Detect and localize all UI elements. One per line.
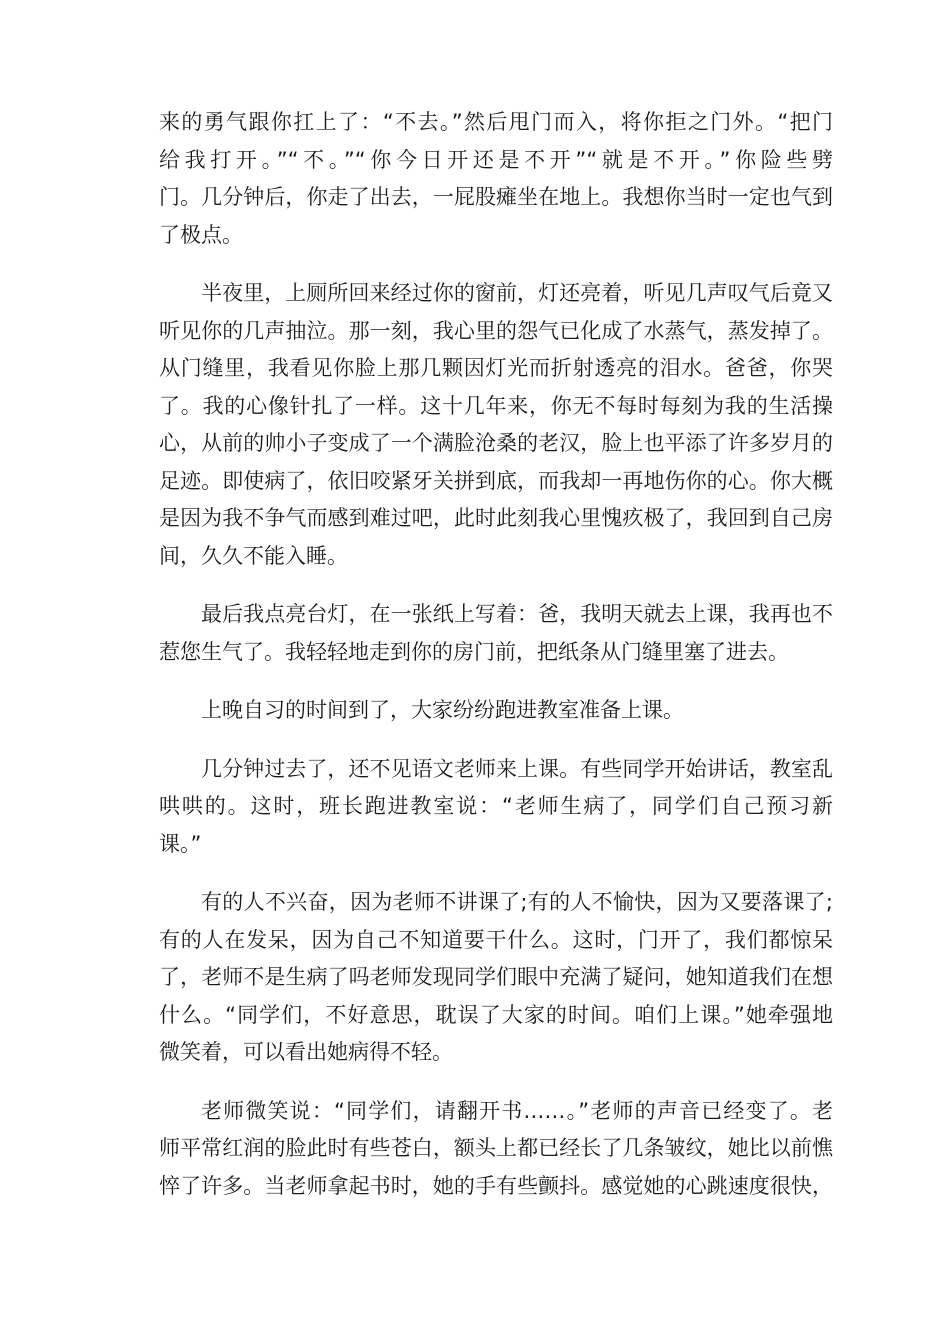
text-line: 师平常红润的脸此时有些苍白，额头上都已经长了几条皱纹，她比以前憔 xyxy=(159,1136,833,1160)
paragraph-5 xyxy=(117,751,833,864)
text-line: 有的人不兴奋，因为老师不讲课了;有的人不愉快，因为又要落课了; xyxy=(201,890,833,914)
paragraph-4 xyxy=(117,692,833,730)
text-line: 几分钟过去了，还不见语文老师来上课。有些同学开始讲话，教室乱 xyxy=(201,756,833,781)
text-line: 老师微笑说：“同学们，请翻开书……。”老师的声音已经变了。老 xyxy=(201,1098,833,1123)
text-line: 上晚自习的时间到了，大家纷纷跑进教室准备上课。 xyxy=(201,698,684,722)
text-line: 是因为我不争气而感到难过吧，此时此刻我心里愧疚极了，我回到自己房 xyxy=(159,506,833,530)
document-body xyxy=(117,104,833,1226)
text-line: 从门缝里，我看见你脸上那几颗因灯光而折射透亮的泪水。爸爸，你哭 xyxy=(159,356,833,380)
paragraph-6 xyxy=(117,884,833,1072)
text-line: 惹您生气了。我轻轻地走到你的房门前，把纸条从门缝里塞了进去。 xyxy=(159,639,789,664)
text-line: 了，老师不是生病了吗老师发现同学们眼中充满了疑问，她知道我们在想 xyxy=(159,965,833,989)
paragraph-1 xyxy=(117,104,833,254)
text-line: 间，久久不能入睡。 xyxy=(159,543,348,568)
text-line: 了极点。 xyxy=(159,222,243,247)
text-line: 给我打开。”“不。”“你今日开还是不开”“就是不开。”你险些劈 xyxy=(159,147,833,172)
text-line: 课。” xyxy=(159,831,202,856)
text-line: 最后我点亮台灯，在一张纸上写着：爸，我明天就去上课，我再也不 xyxy=(201,602,833,626)
text-line: 有的人在发呆，因为自己不知道要干什么。这时，门开了，我们都惊呆 xyxy=(159,927,833,952)
text-line: 来的勇气跟你扛上了：“不去。”然后甩门而入，将你拒之门外。“把门 xyxy=(159,110,833,134)
paragraph-2 xyxy=(117,275,833,575)
paragraph-3 xyxy=(117,596,833,671)
text-line: 足迹。即使病了，依旧咬紧牙关拼到底，而我却一再地伤你的心。你大概 xyxy=(159,468,833,493)
text-line: 什么。“同学们，不好意思，耽误了大家的时间。咱们上课。”她牵强地 xyxy=(159,1002,833,1027)
text-line: 了。我的心像针扎了一样。这十几年来，你无不每时每刻为我的生活操 xyxy=(159,393,833,418)
text-line: 哄哄的。这时，班长跑进教室说：“老师生病了，同学们自己预习新 xyxy=(159,794,833,818)
text-line: 听见你的几声抽泣。那一刻，我心里的怨气已化成了水蒸气，蒸发掉了。 xyxy=(159,318,833,343)
text-line: 半夜里，上厕所回来经过你的窗前，灯还亮着，听见几声叹气后竟又 xyxy=(201,281,833,305)
text-line: 心，从前的帅小子变成了一个满脸沧桑的老汉，脸上也平添了许多岁月的 xyxy=(159,431,833,455)
paragraph-7 xyxy=(117,1093,833,1206)
text-line: 悴了许多。当老师拿起书时，她的手有些颤抖。感觉她的心跳速度很快， xyxy=(159,1173,833,1198)
text-line: 门。几分钟后，你走了出去，一屁股瘫坐在地上。我想你当时一定也气到 xyxy=(159,185,833,209)
text-line: 微笑着，可以看出她病得不轻。 xyxy=(159,1040,453,1064)
